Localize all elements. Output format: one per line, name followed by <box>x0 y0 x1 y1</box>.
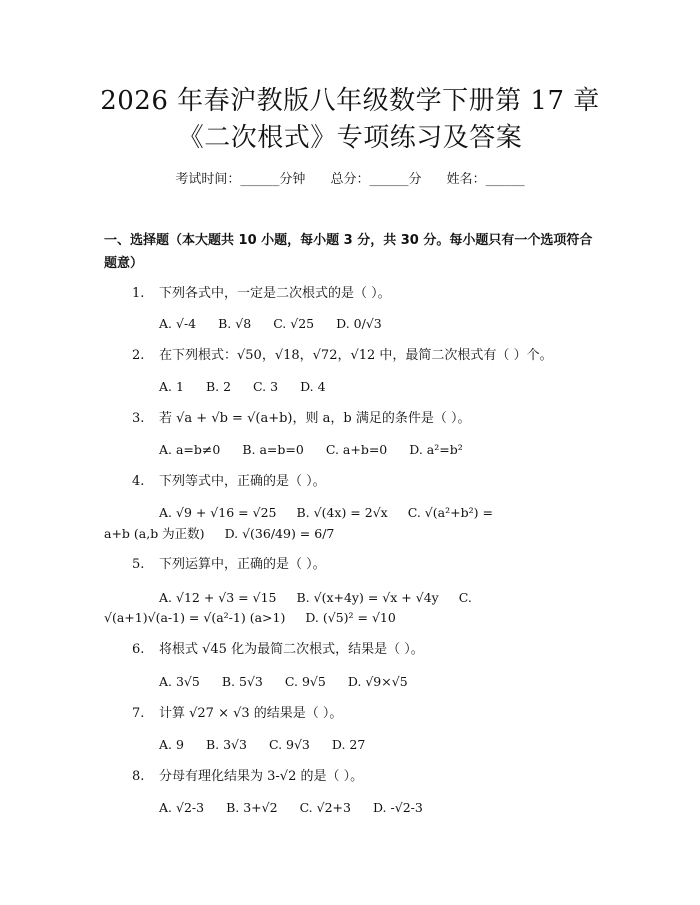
question-7 <box>132 704 342 724</box>
question-4 <box>132 472 326 492</box>
question-text: 计算 √27 × √3 的结果是（ ）。 <box>159 706 343 721</box>
option-b: B. √(4x) = 2√x <box>296 505 388 520</box>
question-4-options-line-2 <box>104 524 354 544</box>
option-c: C. 9√5 <box>284 674 326 689</box>
option-c: C. 9√3 <box>268 737 310 752</box>
option-b: B. 2 <box>205 379 232 394</box>
question-text: 若 √a + √b = √(a+b)，则 a，b 满足的条件是（ ）。 <box>159 411 471 426</box>
option-a: A. √2-3 <box>159 800 205 815</box>
question-4-options-line-1 <box>159 503 513 523</box>
option-c: C. √2+3 <box>299 800 351 815</box>
exam-time-field: 考试时间：______分钟 <box>175 172 306 187</box>
question-number: 6. <box>132 642 145 657</box>
question-3-options <box>159 440 485 460</box>
option-d: D. 0/√3 <box>336 316 382 331</box>
question-5-options-line-1 <box>159 588 492 608</box>
option-c-continued: a+b (a,b 为正数) <box>104 526 205 541</box>
question-text: 在下列根式：√50，√18，√72，√12 中，最简二次根式有（ ）个。 <box>159 348 553 363</box>
option-b: B. 5√3 <box>221 674 263 689</box>
question-text: 下列运算中，正确的是（ ）。 <box>159 557 326 572</box>
option-a: A. a=b≠0 <box>159 442 221 457</box>
question-6 <box>132 640 424 660</box>
section-heading: 一、选择题（本大题共 10 小题，每小题 3 分，共 30 分。每小题只有一个选项符合题意） <box>104 233 593 271</box>
option-a: A. √-4 <box>159 316 197 331</box>
question-8 <box>132 767 363 787</box>
question-8-options <box>159 798 445 818</box>
question-1-options <box>159 314 404 334</box>
option-b: B. √(x+4y) = √x + √4y <box>296 590 439 605</box>
option-b: B. 3√3 <box>205 737 247 752</box>
question-number: 4. <box>132 474 145 489</box>
question-text: 下列等式中，正确的是（ ）。 <box>159 474 326 489</box>
option-c: C. √25 <box>273 316 315 331</box>
question-3 <box>132 409 470 429</box>
question-5-options-line-2 <box>104 608 416 628</box>
question-2-options <box>159 377 348 397</box>
option-a: A. 1 <box>159 379 184 394</box>
option-d: D. 4 <box>300 379 326 394</box>
option-c: √(a+1)√(a-1) = √(a²-1) (a>1) <box>104 610 286 625</box>
student-name-field: 姓名：______ <box>446 172 525 187</box>
option-b: B. 3+√2 <box>226 800 278 815</box>
question-6-options <box>159 672 430 692</box>
option-b: B. a=b=0 <box>242 442 304 457</box>
question-text: 将根式 √45 化为最简二次根式，结果是（ ）。 <box>159 642 424 657</box>
question-number: 5. <box>132 557 145 572</box>
option-a: A. 9 <box>159 737 184 752</box>
question-number: 2. <box>132 348 145 363</box>
exam-info-line <box>0 171 700 189</box>
question-number: 1. <box>132 286 145 301</box>
option-c-label: C. <box>458 590 472 605</box>
option-c: C. √(a²+b²) = <box>407 505 493 520</box>
question-7-options <box>159 735 387 755</box>
option-d: D. a²=b² <box>409 442 463 457</box>
option-c: C. a+b=0 <box>325 442 388 457</box>
question-text: 下列各式中，一定是二次根式的是（ ）。 <box>159 286 391 301</box>
document-title-line-2: 《二次根式》专项练习及答案 <box>177 123 523 153</box>
option-b: B. √8 <box>218 316 252 331</box>
question-2 <box>132 346 553 366</box>
document-title-line-1: 2026 年春沪教版八年级数学下册第 17 章 <box>100 86 600 116</box>
option-d: D. √9×√5 <box>347 674 408 689</box>
option-a: A. √9 + √16 = √25 <box>159 505 277 520</box>
option-d: D. (√5)² = √10 <box>305 610 396 625</box>
option-a: A. √12 + √3 = √15 <box>159 590 277 605</box>
question-text: 分母有理化结果为 3-√2 的是（ ）。 <box>159 769 364 784</box>
question-number: 7. <box>132 706 145 721</box>
question-5 <box>132 555 326 575</box>
question-1 <box>132 284 391 304</box>
option-c: C. 3 <box>253 379 279 394</box>
option-d: D. 27 <box>331 737 366 752</box>
question-number: 3. <box>132 411 145 426</box>
total-score-field: 总分：______分 <box>330 172 422 187</box>
question-number: 8. <box>132 769 145 784</box>
option-a: A. 3√5 <box>159 674 200 689</box>
option-d: D. -√2-3 <box>372 800 423 815</box>
option-d: D. √(36/49) = 6/7 <box>224 526 335 541</box>
